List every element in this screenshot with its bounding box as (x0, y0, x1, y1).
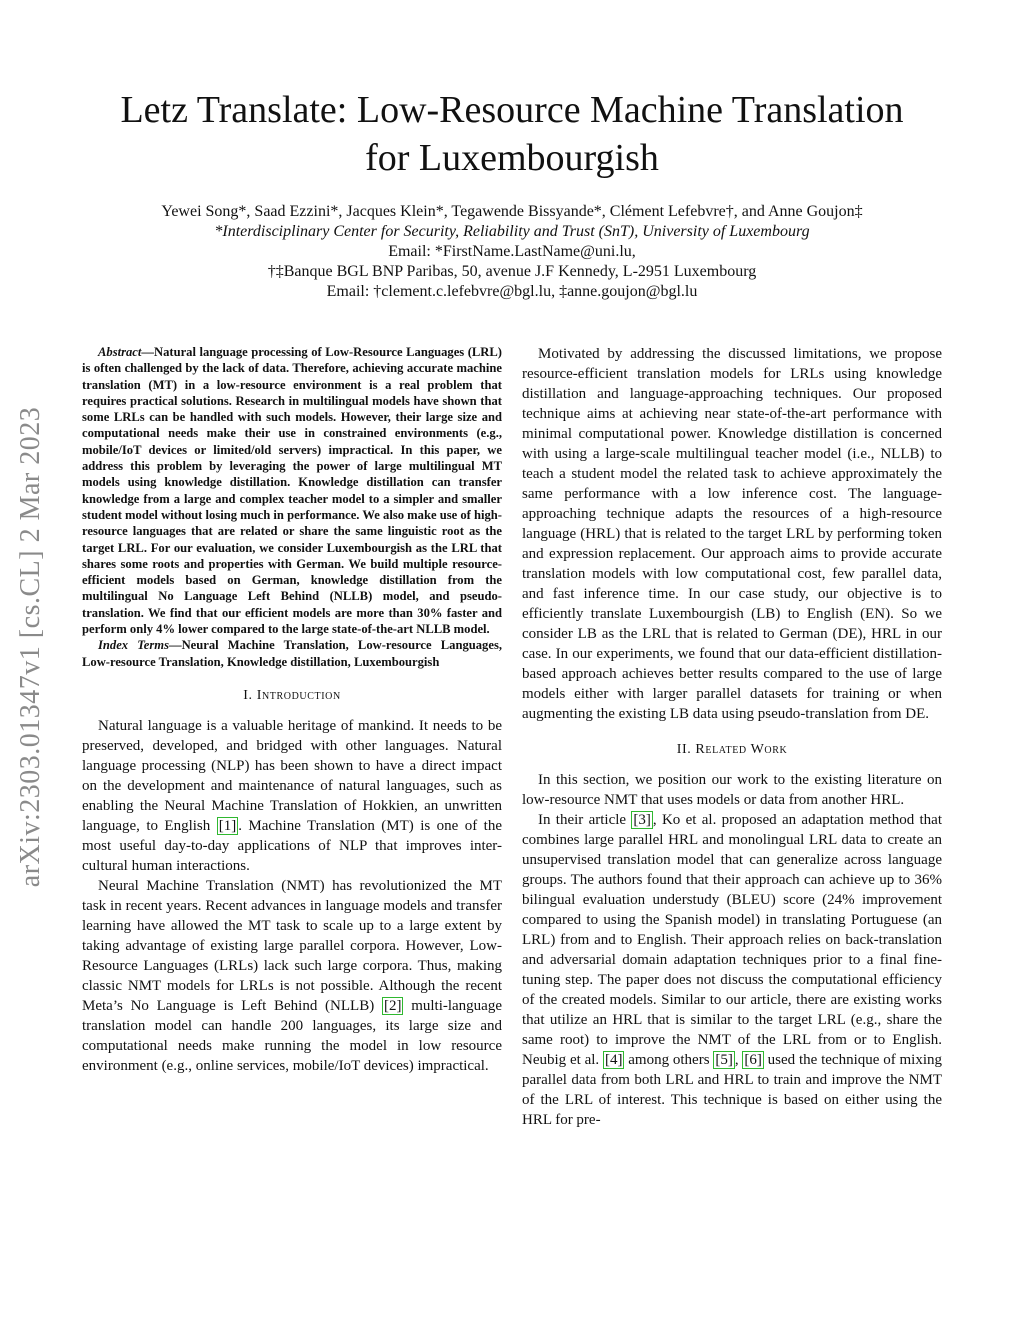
email-1: Email: *FirstName.LastName@uni.lu, (388, 243, 636, 260)
arxiv-stamp (6, 362, 56, 932)
intro-p2-text-a: Neural Machine Translation (NMT) has revolutionized the MT task in recent years. Recent advances in language models and transfer learning have allowed the MT task to scale up to a large extent by taking advantage of existing large parallel corpora. However, Low-Resource Languages (LRLs) lack such large corpora. Thus, making classic NMT models for LRLs is not possible. Although the recent Meta’s No Language is Left Behind (NLLB) (82, 877, 502, 1014)
section-heading-related-work (522, 740, 942, 760)
author-block (60, 202, 964, 302)
author-list: Yewei Song*, Saad Ezzini*, Jacques Klein*, Tegawende Bissyande*, Clément Lefebvre†, and Anne Goujon‡ (161, 203, 863, 220)
related-p2-text-b: , Ko et al. proposed an adaptation method that combines large parallel HRL and monolingual LRL data to create an unsupervised translation model that can generalize across language groups. The authors found that their approach can achieve up to 36% bilingual evaluation understudy (BLEU) score (24% improvement compared to using the Spanish model) in translating Portuguese (an LRL) from and to English. Their approach relies on back-translation and adversarial domain adaptation techniques prior to a final fine-tuning step. The paper does not discuss the computational efficiency of the created models. Similar to our article, there are existing works that utilize an HRL that is similar to the target LRL (e.g., share the same root) to improve the NMT of the LRL from or to English. Neubig et al. (522, 812, 942, 1068)
section2-number: II. (676, 742, 696, 757)
affiliation-1: *Interdisciplinary Center for Security, Reliability and Trust (SnT), University of Luxembourg (214, 223, 810, 240)
left-column (82, 344, 502, 1076)
index-terms-label: Index Terms (98, 638, 169, 653)
index-terms-text: —Neural Machine Translation, Low-resource Languages, Low-resource Translation, Knowledge distillation, Luxembourgish (82, 638, 502, 669)
index-terms (82, 637, 502, 670)
title-line-1: Letz Translate: Low-Resource Machine Translation (120, 89, 904, 131)
citation-link-2[interactable]: [2] (383, 997, 402, 1014)
section1-title: Introduction (256, 687, 341, 703)
related-p2-text-a: In their article (538, 812, 632, 828)
title-line-2: for Luxembourgish (365, 137, 659, 179)
related-paragraph-2 (522, 810, 942, 1130)
intro-paragraph-2 (82, 876, 502, 1076)
related-p2-text-d: , (734, 1052, 743, 1068)
abstract (82, 344, 502, 637)
related-p2-text-e: used the technique of mixing parallel data from both LRL and HRL to train and improve the NMT of the LRL of interest. This technique is based on either using the HRL for pre- (522, 1052, 942, 1128)
related-paragraph-1: In this section, we position our work to the existing literature on low-resource NMT that uses models or data from another HRL. (522, 772, 942, 808)
abstract-text: —Natural language processing of Low-Resource Languages (LRL) is often challenged by the lack of data. Therefore, achieving accurate machine translation (MT) in a low-resource environment is a real problem that requires practical solutions. Research in multilingual models have shown that some LRLs can be handled with such models. However, their large size and computational needs make their use in constrained environments (e.g., mobile/IoT devices or limited/old servers) impractical. In this paper, we address this problem by leveraging the power of large multilingual MT models using knowledge distillation. Knowledge distillation can transfer knowledge from a large and complex teacher model to a simpler and smaller student model without losing much in performance. We also make use of high-resource languages that are related or share the same linguistic root as the target LRL. For our evaluation, we consider Luxembourgish as the LRL that shares some roots and properties with German. We build multiple resource-efficient models based on German, knowledge distillation from the multilingual No Language Left Behind (NLLB) model, and pseudo-translation. We find that our efficient models are more than 30% faster and perform only 4% lower compared to the large state-of-the-art NLLB model. (82, 345, 502, 637)
citation-link-3[interactable]: [3] (633, 812, 651, 828)
intro-p1-text-b: . Machine Translation (MT) is one of the most useful day-to-day applications of NLP that improves inter-cultural human interactions. (82, 817, 502, 874)
section1-number: I. (243, 687, 257, 703)
intro-paragraph-1 (82, 716, 502, 876)
intro-p1-text-a: Natural language is a valuable heritage of mankind. It needs to be preserved, developed, and bridged with other languages. Natural language processing (NLP) has been shown to have a direct impact on the development and maintenance of natural languages, such as enabling the Neural Machine Translation of Hokkien, an unwritten language, to English (82, 717, 502, 834)
paper-title (60, 86, 964, 182)
right-column (522, 344, 942, 1130)
arxiv-identifier: arXiv:2303.01347v1 [cs.CL] 2 Mar 2023 (15, 406, 46, 888)
email-2: Email: †clement.c.lefebvre@bgl.lu, ‡anne.goujon@bgl.lu (326, 283, 698, 300)
intro-p2-text-b: multi-language translation model can handle 200 languages, its large size and computational needs make running the model in low resource environment (e.g., online services, mobile/IoT devices) impractical. (82, 997, 502, 1074)
related-p2-text-c: among others (624, 1052, 714, 1068)
citation-link-1[interactable]: [1] (218, 817, 237, 834)
affiliation-2: †‡Banque BGL BNP Paribas, 50, avenue J.F Kennedy, L-2951 Luxembourg (267, 263, 757, 280)
section2-title: Related Work (695, 742, 788, 757)
citation-link-4[interactable]: [4] (604, 1052, 623, 1068)
citation-link-6[interactable]: [6] (744, 1052, 762, 1068)
citation-link-5[interactable]: [5] (715, 1052, 733, 1068)
section-heading-introduction (82, 686, 502, 706)
motivation-paragraph: Motivated by addressing the discussed limitations, we propose resource-efficient translation models for LRLs using knowledge distillation and language-approaching techniques. Our proposed technique aims at achieving near state-of-the-art performance with minimal computational power. Knowledge distillation is concerned with using a large-scale multilingual teacher model (i.e., NLLB) to teach a student model the related task to achieve approximately the same performance with a low inference cost. The language-approaching technique adapts the resources of a high-resource language (HRL) that is related to the target LRL by performing token and expression replacement. Our approach aims to provide accurate translation models with low computational cost, few parallel data, and fast inference time. In our case study, our objective is to efficiently translate Luxembourgish (LB) to English (EN). So we consider LB as the LRL that is related to German (DE), HRL in our case. In our experiments, we found that our data-efficient distillation-based approach achieves better results compared to the use of large models either with larger parallel datasets for training or when augmenting the existing LB data using pseudo-translation from DE. (522, 346, 942, 722)
abstract-label: Abstract (98, 345, 142, 359)
